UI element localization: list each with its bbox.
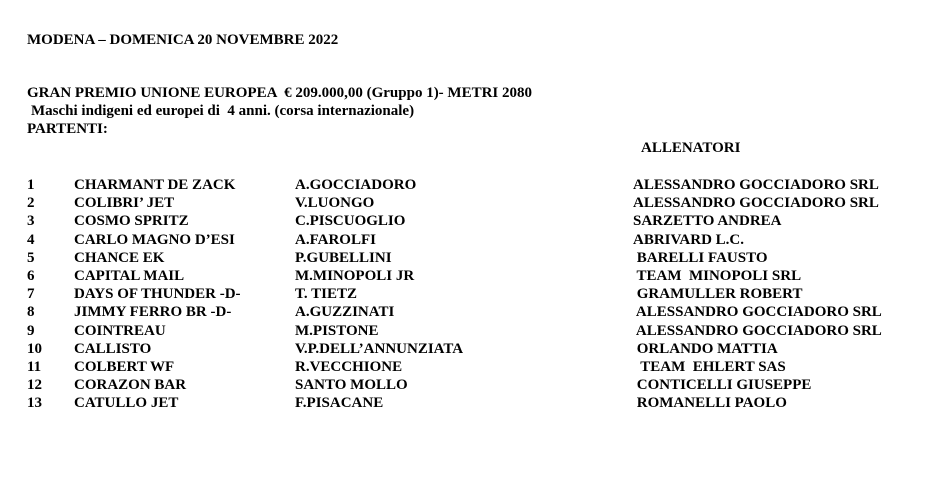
race-title: GRAN PREMIO UNIONE EUROPEA € 209.000,00 (Gruppo 1)- METRI 2080 (27, 85, 533, 101)
driver-name: M.PISTONE (295, 322, 379, 339)
horse-name: JIMMY FERRO BR -D- (74, 304, 232, 321)
trainers-column-header: ALLENATORI (641, 140, 741, 156)
entry-number: 13 (27, 395, 42, 412)
driver-name: T. TIETZ (295, 286, 357, 303)
horse-name: CALLISTO (74, 340, 152, 357)
race-description: Maschi indigeni ed europei di 4 anni. (corsa internazionale) (31, 103, 415, 119)
driver-name: A.GUZZINATI (295, 304, 395, 321)
trainer-name: TEAM EHLERT SAS (633, 358, 786, 375)
entry-number: 7 (27, 286, 35, 303)
driver-name: A.FAROLFI (295, 231, 376, 248)
entry-row (0, 322, 933, 340)
driver-name: C.PISCUOGLIO (295, 213, 406, 230)
entry-number: 2 (27, 195, 35, 212)
starters-label: PARTENTI: (27, 121, 108, 137)
entry-number: 1 (27, 177, 35, 193)
trainer-name: CONTICELLI GIUSEPPE (633, 377, 812, 394)
trainer-name: TEAM MINOPOLI SRL (633, 267, 802, 284)
entry-number: 3 (27, 213, 35, 230)
driver-name: SANTO MOLLO (295, 377, 408, 394)
entry-row (0, 376, 933, 394)
horse-name: CATULLO JET (74, 395, 179, 412)
horse-name: COSMO SPRITZ (74, 213, 189, 230)
trainer-name: GRAMULLER ROBERT (633, 286, 803, 303)
trainer-name: ALESSANDRO GOCCIADORO SRL (633, 304, 882, 321)
entry-row (0, 358, 933, 376)
horse-name: CORAZON BAR (74, 377, 187, 394)
driver-name: V.LUONGO (295, 195, 375, 212)
horse-name: CHARMANT DE ZACK (74, 177, 236, 193)
entries-list (0, 176, 933, 412)
entry-number: 11 (27, 358, 42, 375)
entry-number: 4 (27, 231, 35, 248)
driver-name: A.GOCCIADORO (295, 177, 417, 193)
entry-number: 9 (27, 322, 35, 339)
entry-row (0, 231, 933, 249)
trainer-name: ALESSANDRO GOCCIADORO SRL (633, 177, 879, 193)
entry-row (0, 176, 933, 194)
horse-name: CARLO MAGNO D’ESI (74, 231, 235, 248)
driver-name: M.MINOPOLI JR (295, 267, 415, 284)
trainer-name: ALESSANDRO GOCCIADORO SRL (633, 195, 879, 212)
driver-name: V.P.DELL’ANNUNZIATA (295, 340, 464, 357)
entry-number: 10 (27, 340, 42, 357)
entry-row (0, 340, 933, 358)
entry-number: 5 (27, 249, 35, 266)
entry-number: 8 (27, 304, 35, 321)
driver-name: R.VECCHIONE (295, 358, 403, 375)
horse-name: COLIBRI’ JET (74, 195, 175, 212)
document-date-heading: MODENA – DOMENICA 20 NOVEMBRE 2022 (27, 32, 339, 48)
driver-name: F.PISACANE (295, 395, 384, 412)
entry-row (0, 249, 933, 267)
horse-name: CAPITAL MAIL (74, 267, 185, 284)
entry-row (0, 212, 933, 230)
trainer-name: ABRIVARD L.C. (633, 231, 744, 248)
trainer-name: ORLANDO MATTIA (633, 340, 778, 357)
trainer-name: BARELLI FAUSTO (633, 249, 768, 266)
entry-row (0, 267, 933, 285)
entry-number: 6 (27, 267, 35, 284)
trainer-name: ALESSANDRO GOCCIADORO SRL (633, 322, 882, 339)
driver-name: P.GUBELLINI (295, 249, 392, 266)
entry-row (0, 394, 933, 412)
horse-name: COLBERT WF (74, 358, 175, 375)
trainer-name: SARZETTO ANDREA (633, 213, 782, 230)
horse-name: COINTREAU (74, 322, 166, 339)
entry-row (0, 303, 933, 321)
entry-row (0, 285, 933, 303)
entry-number: 12 (27, 377, 42, 394)
trainer-name: ROMANELLI PAOLO (633, 395, 787, 412)
horse-name: DAYS OF THUNDER -D- (74, 286, 241, 303)
entry-row (0, 194, 933, 212)
horse-name: CHANCE EK (74, 249, 165, 266)
